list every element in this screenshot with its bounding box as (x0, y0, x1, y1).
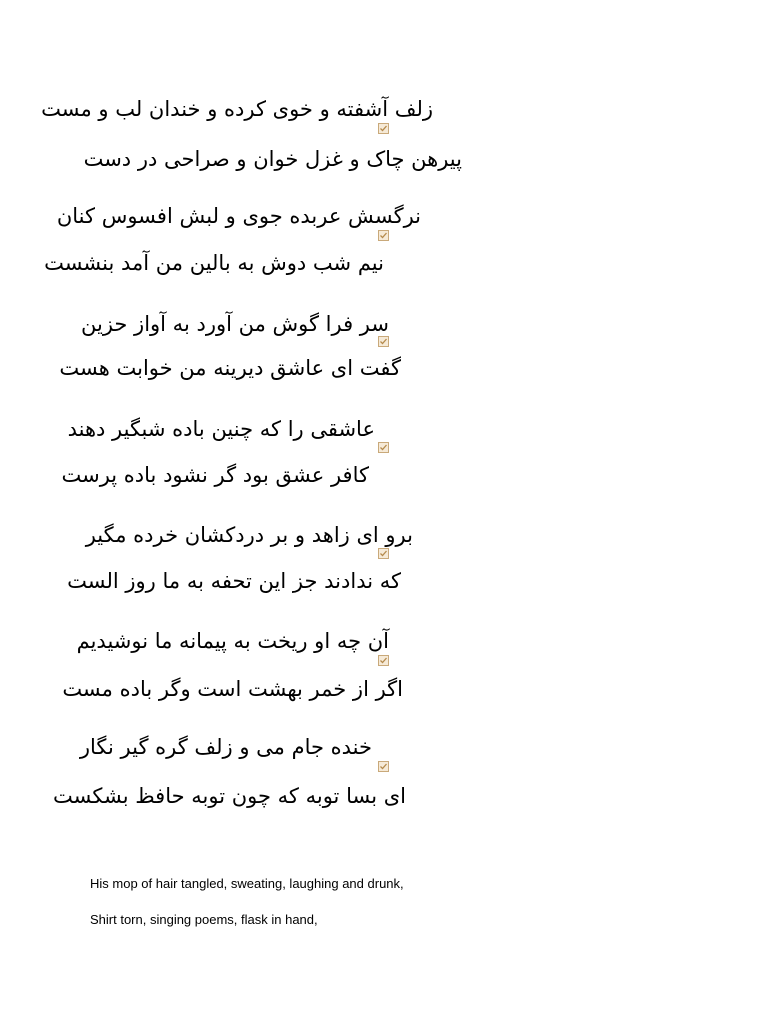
verse-6-line-2: اگر از خمر بهشت است وگر باده مست (62, 677, 403, 701)
verse-1-line-2: پیرهن چاک و غزل خوان و صراحی در دست (83, 147, 462, 171)
checkbox-icon (378, 548, 389, 559)
verse-2-line-1: نرگسش عربده جوی و لبش افسوس کنان (56, 204, 421, 228)
checkbox-icon (378, 442, 389, 453)
checkbox-icon (378, 655, 389, 666)
checkbox-icon (378, 336, 389, 347)
checkbox-icon (378, 230, 389, 241)
verse-7-line-2: ای بسا توبه که چون توبه حافظ بشکست (53, 784, 406, 808)
verse-1-line-1: زلف آشفته و خوی کرده و خندان لب و مست (41, 97, 433, 121)
verse-6-line-1: آن چه او ریخت به پیمانه ما نوشیدیم (76, 629, 389, 653)
verse-4-line-2: کافر عشق بود گر نشود باده پرست (61, 463, 369, 487)
verse-3-line-2: گفت ای عاشق دیرینه من خوابت هست (59, 356, 401, 380)
checkbox-icon (378, 761, 389, 772)
verse-5-line-2: که ندادند جز این تحفه به ما روز الست (67, 569, 401, 593)
translation-line-1: His mop of hair tangled, sweating, laughing and drunk, (90, 876, 404, 891)
verse-3-line-1: سر فرا گوش من آورد به آواز حزین (80, 312, 389, 336)
verse-2-line-2: نیم شب دوش به بالین من آمد بنشست (44, 251, 384, 275)
verse-7-line-1: خنده جام می و زلف گره گیر نگار (79, 735, 372, 759)
verse-5-line-1: برو ای زاهد و بر دردکشان خرده مگیر (85, 523, 413, 547)
checkbox-icon (378, 123, 389, 134)
verse-4-line-1: عاشقی را که چنین باده شبگیر دهند (67, 417, 375, 441)
translation-line-2: Shirt torn, singing poems, flask in hand, (90, 912, 318, 927)
